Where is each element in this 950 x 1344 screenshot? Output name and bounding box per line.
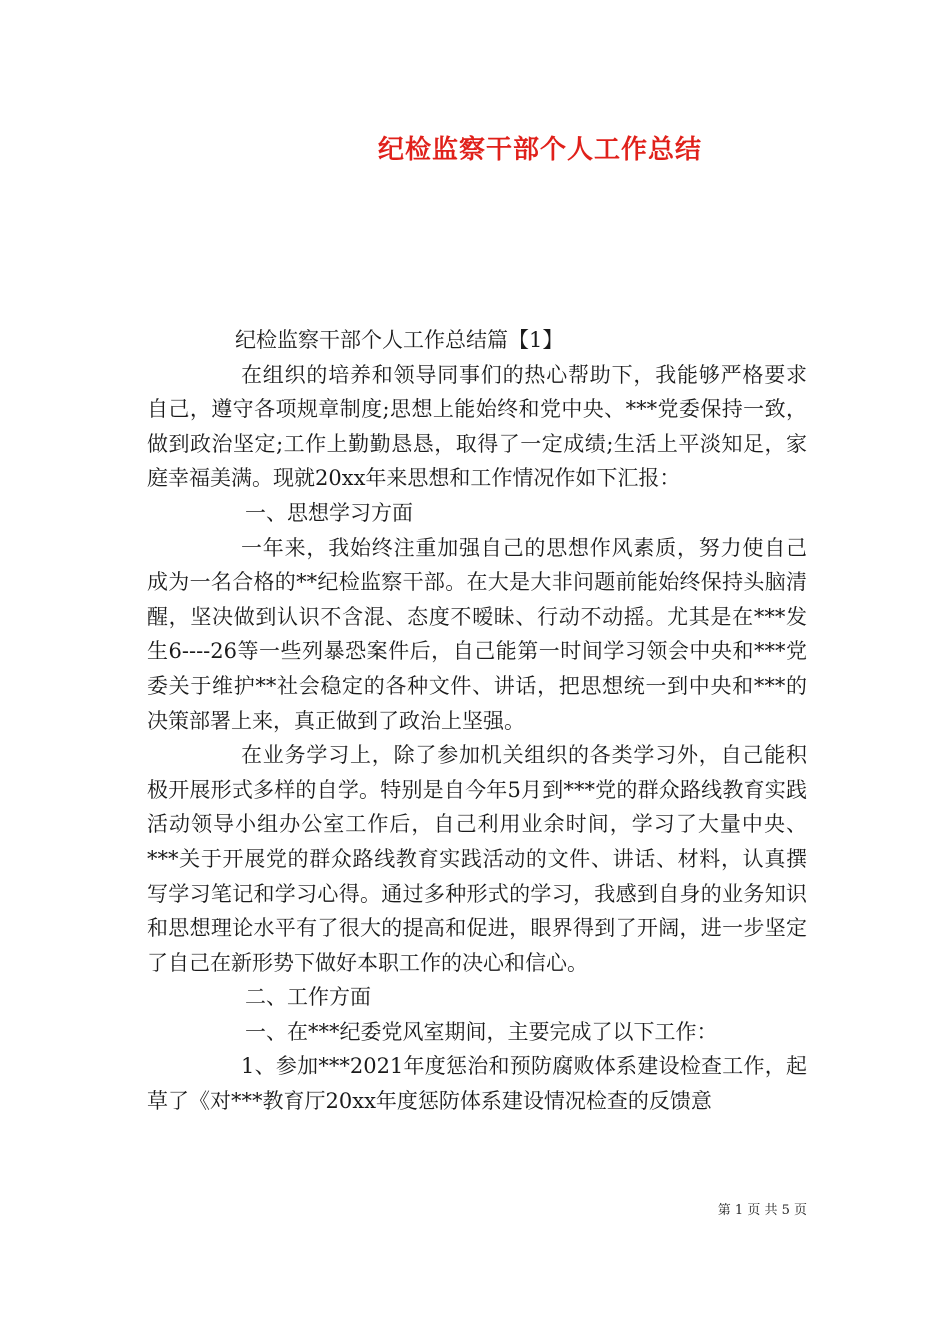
paragraph-item-1: 1、参加***2021年度惩治和预防腐败体系建设检查工作，起草了《对***教育厅20xx年度惩防体系建设情况检查的反馈意 [147, 1054, 807, 1114]
subsection-heading: 一、在***纪委党风室期间，主要完成了以下工作： [245, 1019, 718, 1044]
section-heading-study: 一、思想学习方面 [245, 500, 413, 525]
page-number-footer: 第 1 页 共 5 页 [717, 1203, 807, 1218]
paragraph-intro: 在组织的培养和领导同事们的热心帮助下，我能够严格要求自己，遵守各项规章制度;思想上能始终和党中央、***党委保持一致，做到政治坚定;工作上勤勤恳恳，取得了一定成绩;生活上平淡知足，家庭幸福美满。现就20xx年来思想和工作情况作如下汇报： [147, 362, 807, 491]
section-heading-work: 二、工作方面 [245, 985, 371, 1010]
article-heading: 纪检监察干部个人工作总结篇【1】 [235, 328, 564, 352]
document-body [147, 323, 807, 1119]
document-title: 纪检监察干部个人工作总结 [377, 135, 702, 165]
paragraph-ideology: 一年来，我始终注重加强自己的思想作风素质，努力使自己成为一名合格的**纪检监察干部。在大是大非问题前能始终保持头脑清醒，坚决做到认识不含混、态度不暧昧、行动不动摇。尤其是在***发生6----26等一些列暴恐案件后，自己能第一时间学习领会中央和***党委关于维护**社会稳定的各种文件、讲话，把思想统一到中央和***的决策部署上来，真正做到了政治上坚强。 [147, 535, 807, 733]
paragraph-business-study: 在业务学习上，除了参加机关组织的各类学习外，自己能积极开展形式多样的自学。特别是自今年5月到***党的群众路线教育实践活动领导小组办公室工作后，自己利用业余时间，学习了大量中央、***关于开展党的群众路线教育实践活动的文件、讲话、材料，认真撰写学习笔记和学习心得。通过多种形式的学习，我感到自身的业务知识和思想理论水平有了很大的提高和促进，眼界得到了开阔，进一步坚定了自己在新形势下做好本职工作的决心和信心。 [147, 743, 807, 975]
